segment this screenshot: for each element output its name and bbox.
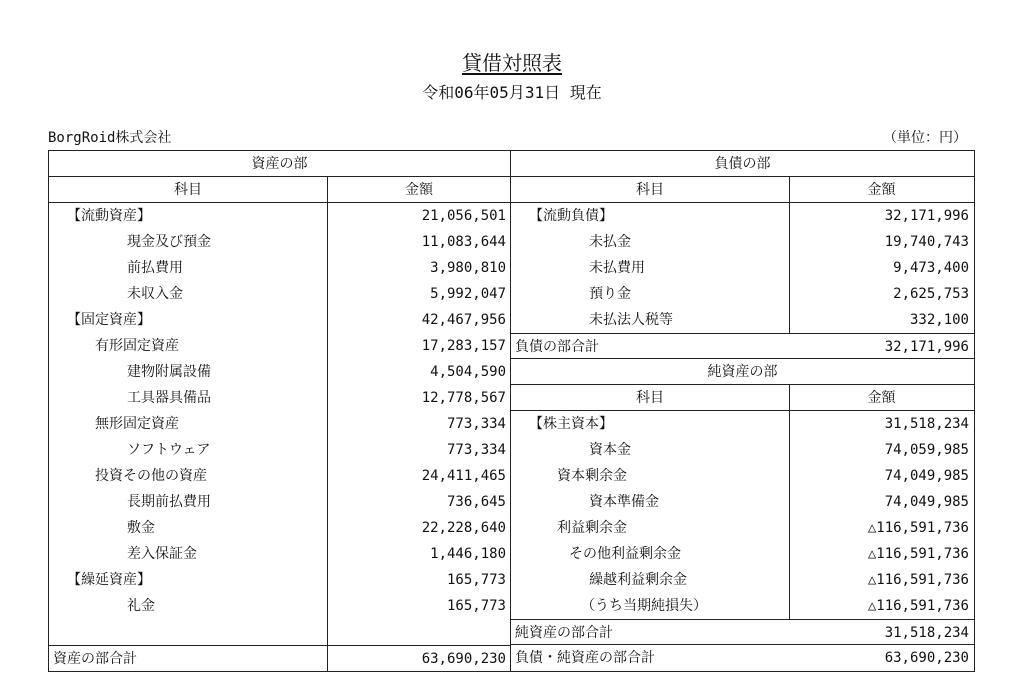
title-text: 貸借対照表 (462, 51, 562, 75)
row-subject: 現金及び預金 (127, 234, 211, 250)
row-amount: 3,980,810 (327, 255, 510, 281)
row-subject: 資本金 (589, 442, 631, 458)
liabilities-col-amount: 金額 (789, 177, 973, 202)
row-amount: 32,171,996 (789, 203, 973, 229)
row-amount: 11,083,644 (327, 229, 510, 255)
net-assets-column-header (511, 385, 974, 411)
total-amount: 31,518,234 (884, 625, 969, 641)
row-subject: 【繰延資産】 (67, 572, 151, 588)
row-subject: 差入保証金 (127, 546, 197, 562)
row-amount: 773,334 (327, 411, 510, 437)
row-subject: 未払法人税等 (589, 312, 673, 328)
total-amount: 32,171,996 (884, 339, 969, 355)
row-amount: 2,625,753 (789, 281, 973, 307)
assets-col-amount: 金額 (327, 177, 510, 202)
row-subject: 未払費用 (589, 260, 645, 276)
row-subject: 未払金 (589, 234, 631, 250)
row-subject: 【固定資産】 (67, 312, 151, 328)
row-amount: 773,334 (327, 437, 510, 463)
row-amount: 5,992,047 (327, 281, 510, 307)
table-row (49, 359, 510, 385)
row-subject: 繰越利益剰余金 (589, 572, 687, 588)
row-amount: 74,049,985 (789, 489, 973, 515)
assets-total-row (49, 645, 510, 671)
row-amount: △116,591,736 (789, 593, 973, 619)
table-row (49, 593, 510, 619)
table-row (49, 541, 510, 567)
row-amount: 22,228,640 (327, 515, 510, 541)
company-name: BorgRoid株式会社 (48, 130, 172, 146)
net-assets-col-amount: 金額 (789, 385, 973, 410)
row-subject: ソフトウェア (127, 442, 211, 458)
table-row (511, 593, 974, 619)
row-amount: 736,645 (327, 489, 510, 515)
row-amount: 24,411,465 (327, 463, 510, 489)
table-row (511, 515, 974, 541)
row-amount: △116,591,736 (789, 541, 973, 567)
table-row (49, 515, 510, 541)
document-title (0, 50, 1024, 76)
table-row (49, 229, 510, 255)
row-subject: 工具器具備品 (127, 390, 211, 406)
row-subject: 資本準備金 (589, 494, 659, 510)
table-row (49, 255, 510, 281)
row-subject: 預り金 (589, 286, 631, 302)
table-row (511, 489, 974, 515)
row-subject: 敷金 (127, 520, 155, 536)
table-row (511, 229, 974, 255)
net-assets-section-title: 純資産の部 (707, 364, 778, 380)
assets-section-title: 資産の部 (251, 156, 308, 172)
row-subject: 長期前払費用 (127, 494, 211, 510)
row-amount: 31,518,234 (789, 411, 973, 437)
row-amount: 9,473,400 (789, 255, 973, 281)
total-subject: 負債の部合計 (515, 339, 599, 355)
row-subject: その他利益剰余金 (569, 546, 681, 562)
net-assets-total-row (511, 619, 974, 645)
table-row (511, 463, 974, 489)
row-subject: 有形固定資産 (95, 338, 179, 354)
assets-table (48, 150, 511, 672)
grand-total-row (511, 645, 974, 671)
table-row (49, 411, 510, 437)
row-subject: 【株主資本】 (529, 416, 613, 432)
net-assets-section-header (511, 359, 974, 385)
row-amount: 165,773 (327, 593, 510, 619)
row-subject: 【流動負債】 (529, 208, 613, 224)
table-row (511, 203, 974, 229)
net-assets-col-subject: 科目 (636, 390, 664, 406)
row-amount: △116,591,736 (789, 567, 973, 593)
row-subject: 無形固定資産 (95, 416, 179, 432)
assets-column-header (49, 177, 510, 203)
report-date: 令和06年05月31日 現在 (422, 83, 602, 102)
row-amount: 332,100 (789, 307, 973, 333)
grand-total-amount: 63,690,230 (884, 650, 969, 666)
table-row (511, 437, 974, 463)
row-amount: 17,283,157 (327, 333, 510, 359)
assets-section-header (49, 151, 510, 177)
liabilities-section-title: 負債の部 (714, 156, 771, 172)
total-subject: 純資産の部合計 (515, 625, 613, 641)
row-subject: 建物附属設備 (127, 364, 211, 380)
row-subject: 【流動資産】 (67, 208, 151, 224)
row-subject: （うち当期純損失） (581, 598, 707, 614)
table-row (49, 385, 510, 411)
row-subject: 資本剰余金 (557, 468, 627, 484)
row-subject: 投資その他の資産 (95, 468, 207, 484)
row-amount: 165,773 (327, 567, 510, 593)
assets-col-subject: 科目 (174, 182, 202, 198)
row-amount: 74,059,985 (789, 437, 973, 463)
row-amount: 19,740,743 (789, 229, 973, 255)
liabilities-col-subject: 科目 (636, 182, 664, 198)
row-subject: 礼金 (127, 598, 155, 614)
table-row (49, 437, 510, 463)
total-subject: 資産の部合計 (53, 651, 137, 667)
table-row (49, 281, 510, 307)
table-row (49, 203, 510, 229)
table-row (511, 411, 974, 437)
liabilities-total-row (511, 333, 974, 359)
table-row (511, 281, 974, 307)
liabilities-table (511, 150, 975, 672)
empty-row (49, 619, 510, 645)
unit-label: （単位：円） (883, 130, 967, 146)
total-amount: 63,690,230 (327, 646, 510, 671)
row-subject: 未収入金 (127, 286, 183, 302)
table-row (49, 307, 510, 333)
row-amount: 74,049,985 (789, 463, 973, 489)
table-row (49, 489, 510, 515)
table-row (511, 307, 974, 333)
liabilities-section-header (511, 151, 974, 177)
row-amount: △116,591,736 (789, 515, 973, 541)
row-amount: 12,778,567 (327, 385, 510, 411)
table-row (511, 567, 974, 593)
row-subject: 利益剰余金 (557, 520, 627, 536)
row-amount: 4,504,590 (327, 359, 510, 385)
liabilities-column-header (511, 177, 974, 203)
table-row (511, 541, 974, 567)
row-amount: 1,446,180 (327, 541, 510, 567)
row-subject: 前払費用 (127, 260, 183, 276)
table-row (49, 567, 510, 593)
row-amount: 21,056,501 (327, 203, 510, 229)
grand-total-subject: 負債・純資産の部合計 (515, 650, 655, 666)
table-row (511, 255, 974, 281)
table-row (49, 333, 510, 359)
row-amount: 42,467,956 (327, 307, 510, 333)
table-row (49, 463, 510, 489)
